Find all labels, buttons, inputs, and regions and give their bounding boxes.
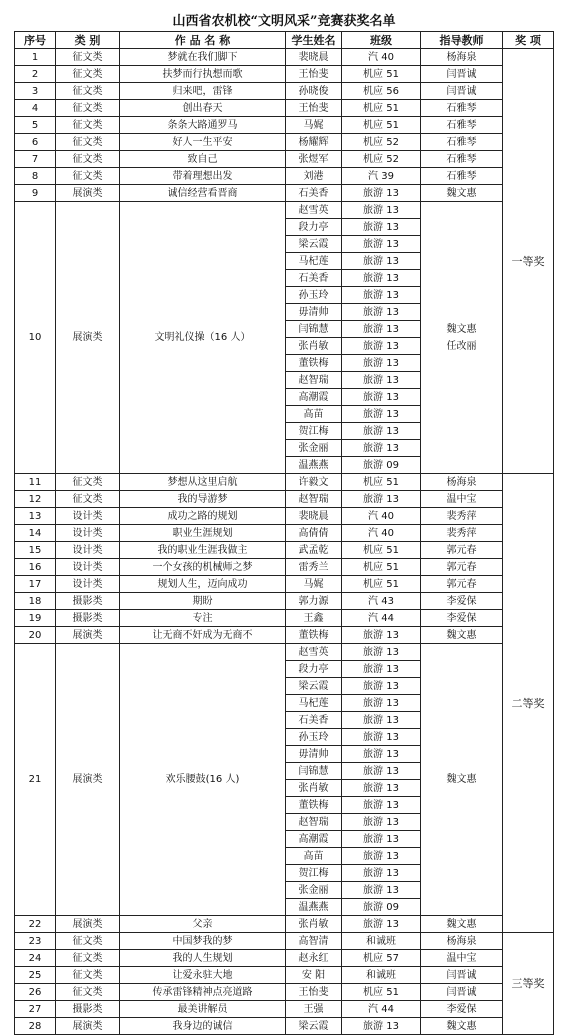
student-class: 旅游 13 [342, 882, 421, 899]
entry-number: 10 [15, 202, 56, 474]
student-name: 赵雪英 [286, 202, 342, 219]
student-name: 董铁梅 [286, 627, 342, 644]
student-name: 杨耀辉 [286, 134, 342, 151]
entry-teacher: 魏文惠 [421, 1018, 503, 1035]
table-row [15, 1001, 554, 1018]
student-class: 旅游 13 [342, 338, 421, 355]
student-class: 旅游 13 [342, 831, 421, 848]
entry-title: 我身边的诚信 [120, 1018, 286, 1035]
student-name: 孙晓俊 [286, 83, 342, 100]
table-row [15, 1018, 554, 1035]
table-row [15, 168, 554, 185]
student-name: 张煜军 [286, 151, 342, 168]
student-name: 闫锦慧 [286, 763, 342, 780]
award-level: 二等奖 [503, 474, 554, 933]
entry-number: 20 [15, 627, 56, 644]
entry-teacher: 李爱保 [421, 610, 503, 627]
student-name: 雷秀兰 [286, 559, 342, 576]
table-row [15, 49, 554, 66]
entry-teacher: 裴秀萍 [421, 508, 503, 525]
entry-title: 让无商不奸成为无商不 [120, 627, 286, 644]
student-class: 旅游 13 [342, 916, 421, 933]
entry-number: 15 [15, 542, 56, 559]
student-class: 旅游 13 [342, 219, 421, 236]
teacher-name: 魏文惠 [446, 323, 477, 335]
entry-number: 5 [15, 117, 56, 134]
table-row [15, 627, 554, 644]
student-class: 机应 56 [342, 83, 421, 100]
entry-title: 成功之路的规划 [120, 508, 286, 525]
student-class: 机应 57 [342, 950, 421, 967]
student-class: 旅游 13 [342, 678, 421, 695]
header-award: 奖 项 [503, 32, 554, 49]
table-row [15, 185, 554, 202]
entry-title: 归来吧，雷锋 [120, 83, 286, 100]
entry-category: 征文类 [56, 474, 120, 491]
entry-category: 征文类 [56, 49, 120, 66]
header-title: 作 品 名 称 [120, 32, 286, 49]
student-name: 张金丽 [286, 882, 342, 899]
entry-title: 文明礼仪操（16 人） [120, 202, 286, 474]
table-row [15, 559, 554, 576]
entry-number: 13 [15, 508, 56, 525]
student-class: 旅游 13 [342, 406, 421, 423]
entry-number: 26 [15, 984, 56, 1001]
table-row [15, 933, 554, 950]
student-class: 汽 40 [342, 49, 421, 66]
student-name: 段力亭 [286, 219, 342, 236]
entry-teacher: 石雅琴 [421, 151, 503, 168]
entry-title: 我的人生规划 [120, 950, 286, 967]
award-level: 三等奖 [503, 933, 554, 1035]
entry-title: 我的职业生涯我做主 [120, 542, 286, 559]
student-class: 旅游 13 [342, 253, 421, 270]
entry-title: 致自己 [120, 151, 286, 168]
student-class: 旅游 13 [342, 236, 421, 253]
entry-teacher: 闫晋诚 [421, 83, 503, 100]
entry-number: 7 [15, 151, 56, 168]
entry-number: 19 [15, 610, 56, 627]
entry-category: 展演类 [56, 202, 120, 474]
entry-teacher: 闫晋诚 [421, 967, 503, 984]
student-class: 机应 51 [342, 100, 421, 117]
entry-category: 设计类 [56, 525, 120, 542]
table-row [15, 610, 554, 627]
entry-category: 征文类 [56, 83, 120, 100]
entry-number: 16 [15, 559, 56, 576]
entry-teacher: 杨海泉 [421, 49, 503, 66]
table-row [15, 117, 554, 134]
student-class: 机应 51 [342, 559, 421, 576]
student-name: 许毅文 [286, 474, 342, 491]
table-row [15, 83, 554, 100]
entry-teacher: 裴秀萍 [421, 525, 503, 542]
student-class: 旅游 13 [342, 321, 421, 338]
table-row [15, 984, 554, 1001]
student-name: 梁云霞 [286, 1018, 342, 1035]
entry-category: 摄影类 [56, 1001, 120, 1018]
student-class: 机应 51 [342, 542, 421, 559]
entry-teacher: 温中宝 [421, 950, 503, 967]
entry-category: 设计类 [56, 542, 120, 559]
entry-teacher: 魏文惠 [421, 644, 503, 916]
student-name: 马娓 [286, 117, 342, 134]
student-class: 旅游 13 [342, 270, 421, 287]
entry-teacher: 温中宝 [421, 491, 503, 508]
entry-category: 征文类 [56, 100, 120, 117]
student-name: 董铁梅 [286, 797, 342, 814]
student-class: 旅游 13 [342, 491, 421, 508]
header-student: 学生姓名 [286, 32, 342, 49]
entry-category: 征文类 [56, 984, 120, 1001]
table-row [15, 66, 554, 83]
table-row [15, 202, 554, 219]
entry-title: 传承雷锋精神点亮道路 [120, 984, 286, 1001]
student-class: 旅游 13 [342, 304, 421, 321]
entry-teacher: 石雅琴 [421, 117, 503, 134]
entry-title: 梦就在我们脚下 [120, 49, 286, 66]
student-class: 旅游 13 [342, 1018, 421, 1035]
table-row [15, 916, 554, 933]
student-name: 郭力源 [286, 593, 342, 610]
student-class: 旅游 13 [342, 763, 421, 780]
entry-title: 诚信经营看晋商 [120, 185, 286, 202]
table-row [15, 593, 554, 610]
header-teacher: 指导教师 [421, 32, 503, 49]
student-name: 温燕燕 [286, 457, 342, 474]
student-class: 机应 51 [342, 984, 421, 1001]
student-name: 高苗 [286, 848, 342, 865]
entry-number: 21 [15, 644, 56, 916]
student-class: 旅游 13 [342, 287, 421, 304]
entry-category: 展演类 [56, 1018, 120, 1035]
student-class: 机应 52 [342, 151, 421, 168]
student-class: 旅游 13 [342, 661, 421, 678]
table-row [15, 542, 554, 559]
entry-title: 期盼 [120, 593, 286, 610]
entry-category: 征文类 [56, 933, 120, 950]
award-level: 一等奖 [503, 49, 554, 474]
entry-number: 22 [15, 916, 56, 933]
student-name: 高智清 [286, 933, 342, 950]
student-class: 旅游 13 [342, 202, 421, 219]
student-class: 汽 40 [342, 508, 421, 525]
entry-title: 中国梦我的梦 [120, 933, 286, 950]
document-title: 山西省农机校“文明风采”竞赛获奖名单 [172, 14, 396, 29]
table-row [15, 525, 554, 542]
entry-teacher: 闫晋诚 [421, 66, 503, 83]
table-row [15, 100, 554, 117]
student-name: 高潮霞 [286, 831, 342, 848]
student-name: 张肖敏 [286, 916, 342, 933]
entry-teacher: 石雅琴 [421, 134, 503, 151]
header-no: 序号 [15, 32, 56, 49]
student-name: 刘港 [286, 168, 342, 185]
entry-teacher: 郭元春 [421, 542, 503, 559]
entry-number: 2 [15, 66, 56, 83]
entry-number: 12 [15, 491, 56, 508]
table-row [15, 967, 554, 984]
entry-teacher [421, 202, 503, 474]
entry-number: 27 [15, 1001, 56, 1018]
student-class: 旅游 13 [342, 355, 421, 372]
entry-number: 23 [15, 933, 56, 950]
student-class: 汽 44 [342, 1001, 421, 1018]
table-row [15, 508, 554, 525]
entry-title: 梦想从这里启航 [120, 474, 286, 491]
entry-title: 专注 [120, 610, 286, 627]
teacher-name: 任改丽 [446, 340, 477, 352]
student-name: 马娓 [286, 576, 342, 593]
student-class: 旅游 13 [342, 389, 421, 406]
entry-category: 设计类 [56, 559, 120, 576]
entry-title: 创出春天 [120, 100, 286, 117]
student-name: 张肖敏 [286, 338, 342, 355]
student-name: 王怡斐 [286, 100, 342, 117]
entry-title: 条条大路通罗马 [120, 117, 286, 134]
entry-title: 我的导游梦 [120, 491, 286, 508]
entry-category: 展演类 [56, 627, 120, 644]
student-name: 温燕燕 [286, 899, 342, 916]
table-row [15, 950, 554, 967]
entry-number: 1 [15, 49, 56, 66]
entry-number: 14 [15, 525, 56, 542]
table-row [15, 134, 554, 151]
entry-teacher: 李爱保 [421, 1001, 503, 1018]
entry-teacher: 闫晋诚 [421, 984, 503, 1001]
student-name: 梁云霞 [286, 678, 342, 695]
student-class: 机应 51 [342, 576, 421, 593]
entry-number: 4 [15, 100, 56, 117]
student-name: 王强 [286, 1001, 342, 1018]
student-name: 石美香 [286, 270, 342, 287]
student-class: 旅游 13 [342, 695, 421, 712]
entry-number: 28 [15, 1018, 56, 1035]
student-class: 旅游 13 [342, 746, 421, 763]
student-name: 石美香 [286, 712, 342, 729]
student-class: 汽 43 [342, 593, 421, 610]
student-name: 王怡斐 [286, 984, 342, 1001]
entry-category: 征文类 [56, 66, 120, 83]
table-body [15, 49, 554, 1035]
entry-teacher: 魏文惠 [421, 627, 503, 644]
entry-number: 8 [15, 168, 56, 185]
student-class: 汽 44 [342, 610, 421, 627]
entry-title: 最美讲解员 [120, 1001, 286, 1018]
entry-number: 17 [15, 576, 56, 593]
student-name: 裴晓晨 [286, 49, 342, 66]
student-class: 旅游 13 [342, 729, 421, 746]
entry-teacher: 李爱保 [421, 593, 503, 610]
student-class: 汽 39 [342, 168, 421, 185]
student-name: 赵雪英 [286, 644, 342, 661]
entry-category: 设计类 [56, 508, 120, 525]
student-class: 机应 51 [342, 66, 421, 83]
student-name: 张肖敏 [286, 780, 342, 797]
student-name: 毋清帅 [286, 304, 342, 321]
entry-category: 征文类 [56, 117, 120, 134]
entry-teacher: 魏文惠 [421, 185, 503, 202]
entry-title: 扶梦而行执想而歌 [120, 66, 286, 83]
table-row [15, 474, 554, 491]
entry-number: 11 [15, 474, 56, 491]
header-category: 类 别 [56, 32, 120, 49]
entry-title: 职业生涯规划 [120, 525, 286, 542]
entry-title: 带着理想出发 [120, 168, 286, 185]
student-class: 旅游 13 [342, 865, 421, 882]
entry-category: 征文类 [56, 168, 120, 185]
entry-teacher: 郭元春 [421, 576, 503, 593]
student-class: 机应 51 [342, 474, 421, 491]
student-name: 贺江梅 [286, 423, 342, 440]
entry-number: 25 [15, 967, 56, 984]
student-name: 裴晓晨 [286, 508, 342, 525]
entry-category: 征文类 [56, 950, 120, 967]
student-class: 旅游 09 [342, 457, 421, 474]
student-class: 汽 40 [342, 525, 421, 542]
student-name: 赵智瑞 [286, 814, 342, 831]
entry-teacher: 郭元春 [421, 559, 503, 576]
entry-category: 设计类 [56, 576, 120, 593]
student-name: 段力亭 [286, 661, 342, 678]
student-class: 旅游 13 [342, 644, 421, 661]
entry-category: 征文类 [56, 491, 120, 508]
student-name: 赵智瑞 [286, 372, 342, 389]
table-row [15, 576, 554, 593]
student-name: 武孟乾 [286, 542, 342, 559]
table-row [15, 151, 554, 168]
entry-category: 展演类 [56, 185, 120, 202]
entry-title: 欢乐腰鼓(16 人) [120, 644, 286, 916]
student-name: 王鑫 [286, 610, 342, 627]
student-name: 毋清帅 [286, 746, 342, 763]
student-name: 梁云霞 [286, 236, 342, 253]
award-table [14, 31, 554, 1035]
student-name: 贺江梅 [286, 865, 342, 882]
student-class: 旅游 13 [342, 712, 421, 729]
entry-category: 征文类 [56, 151, 120, 168]
student-name: 高潮霞 [286, 389, 342, 406]
entry-title: 好人一生平安 [120, 134, 286, 151]
student-name: 王怡斐 [286, 66, 342, 83]
student-class: 旅游 13 [342, 814, 421, 831]
header-row [15, 32, 554, 49]
student-class: 旅游 13 [342, 440, 421, 457]
student-class: 和诚班 [342, 933, 421, 950]
entry-category: 展演类 [56, 916, 120, 933]
entry-title: 父亲 [120, 916, 286, 933]
student-name: 石美香 [286, 185, 342, 202]
table-row [15, 491, 554, 508]
entry-title: 一个女孩的机械师之梦 [120, 559, 286, 576]
student-name: 高倩倩 [286, 525, 342, 542]
student-class: 旅游 13 [342, 372, 421, 389]
entry-teacher: 石雅琴 [421, 100, 503, 117]
student-class: 和诚班 [342, 967, 421, 984]
entry-category: 征文类 [56, 967, 120, 984]
student-class: 机应 52 [342, 134, 421, 151]
student-name: 孙玉玲 [286, 287, 342, 304]
entry-teacher: 魏文惠 [421, 916, 503, 933]
entry-number: 24 [15, 950, 56, 967]
entry-title: 规划人生，迈向成功 [120, 576, 286, 593]
header-class: 班级 [342, 32, 421, 49]
entry-teacher: 杨海泉 [421, 474, 503, 491]
student-class: 旅游 13 [342, 423, 421, 440]
student-name: 张金丽 [286, 440, 342, 457]
student-class: 旅游 09 [342, 899, 421, 916]
student-name: 孙玉玲 [286, 729, 342, 746]
student-class: 旅游 13 [342, 780, 421, 797]
entry-number: 18 [15, 593, 56, 610]
student-name: 马杞莲 [286, 253, 342, 270]
student-class: 旅游 13 [342, 185, 421, 202]
entry-category: 征文类 [56, 134, 120, 151]
student-class: 旅游 13 [342, 797, 421, 814]
entry-category: 摄影类 [56, 610, 120, 627]
entry-teacher: 杨海泉 [421, 933, 503, 950]
student-name: 赵智瑞 [286, 491, 342, 508]
student-class: 旅游 13 [342, 848, 421, 865]
student-name: 安 阳 [286, 967, 342, 984]
entry-number: 3 [15, 83, 56, 100]
entry-category: 摄影类 [56, 593, 120, 610]
student-class: 旅游 13 [342, 627, 421, 644]
student-name: 马杞莲 [286, 695, 342, 712]
student-class: 机应 51 [342, 117, 421, 134]
entry-category: 展演类 [56, 644, 120, 916]
entry-title: 让爱永驻大地 [120, 967, 286, 984]
table-row [15, 644, 554, 661]
entry-number: 9 [15, 185, 56, 202]
student-name: 董铁梅 [286, 355, 342, 372]
entry-number: 6 [15, 134, 56, 151]
student-name: 闫锦慧 [286, 321, 342, 338]
entry-teacher: 石雅琴 [421, 168, 503, 185]
student-name: 高苗 [286, 406, 342, 423]
student-name: 赵永红 [286, 950, 342, 967]
